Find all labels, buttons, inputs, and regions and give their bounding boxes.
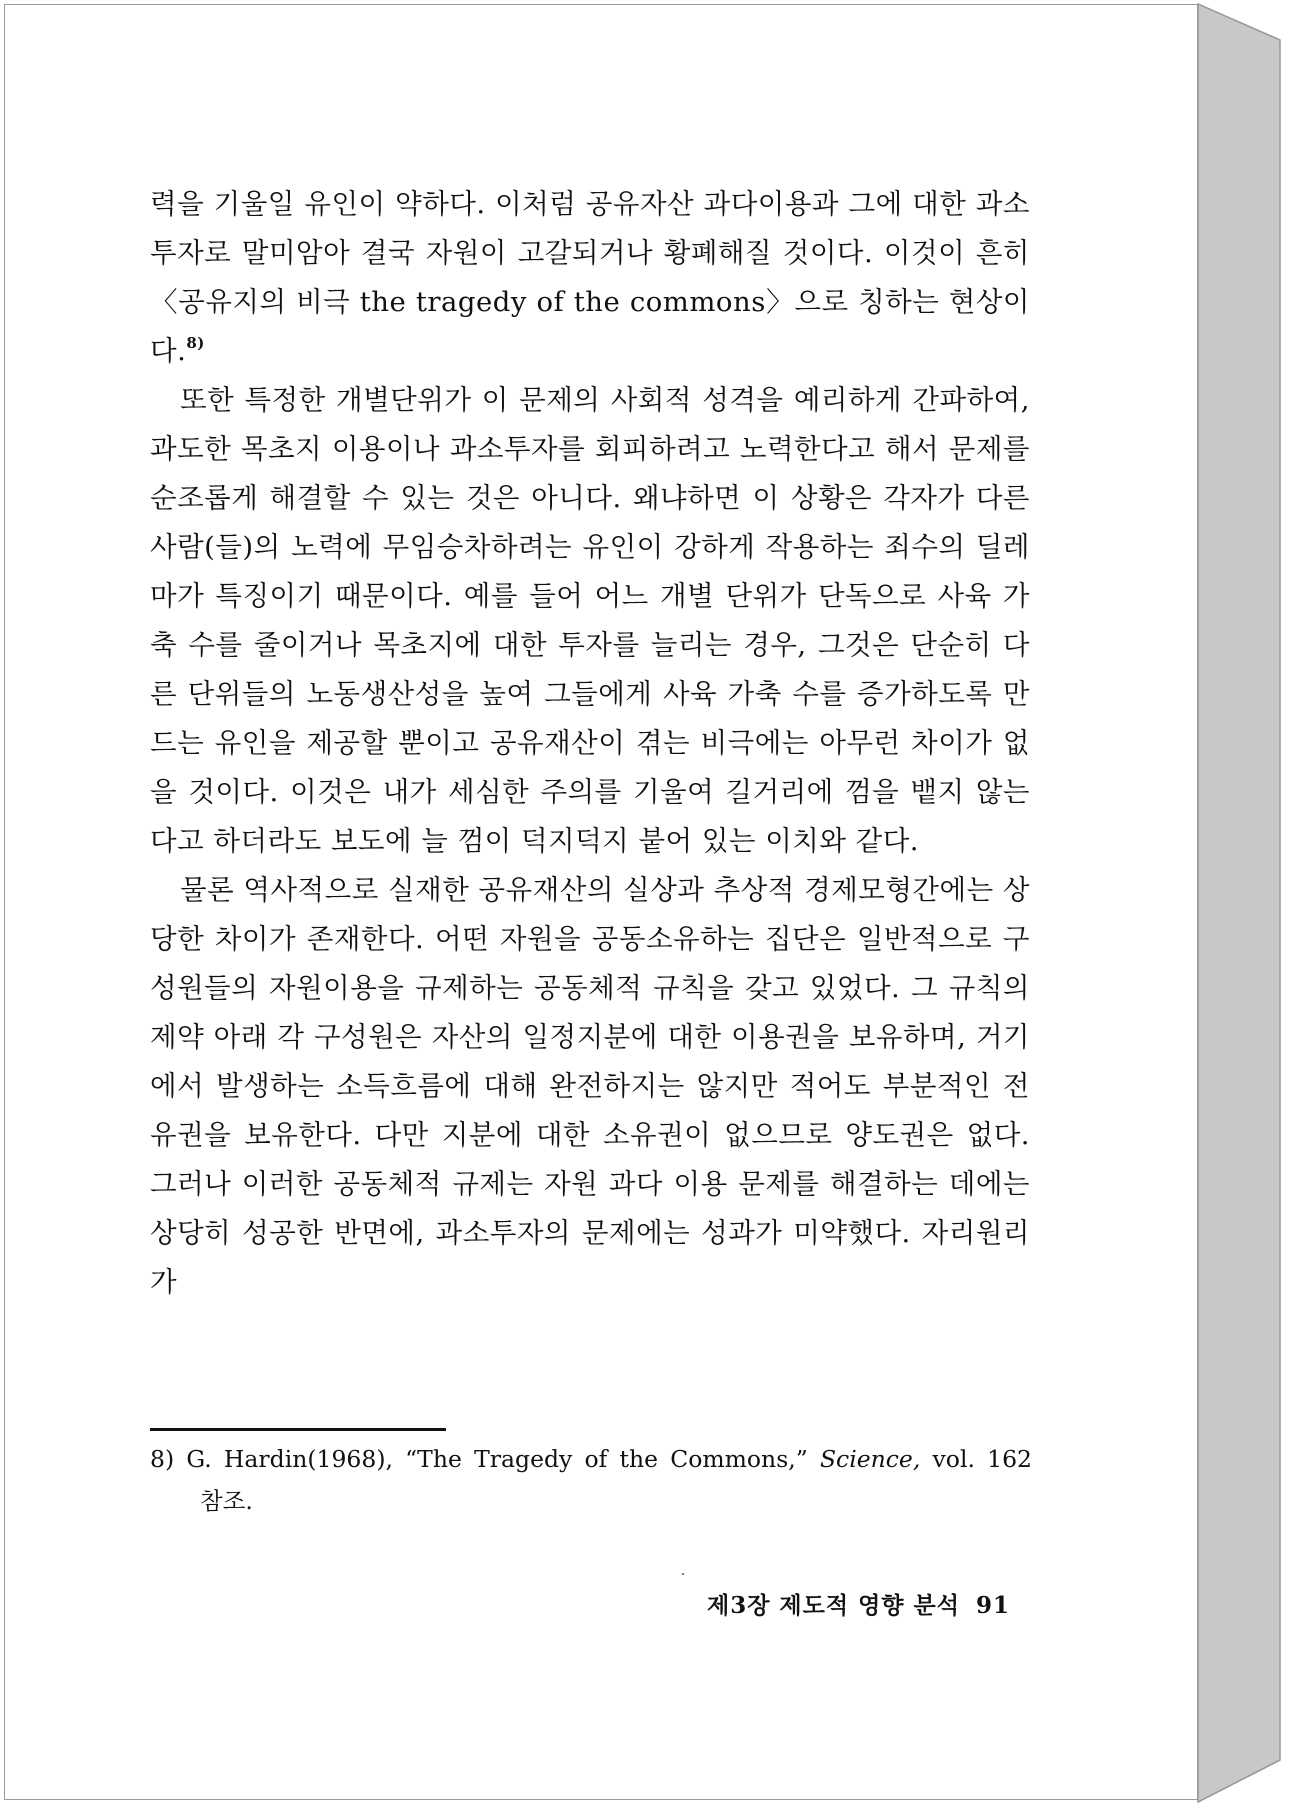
- paragraph-3: 물론 역사적으로 실재한 공유재산의 실상과 추상적 경제모형간에는 상당한 차이가 존재한다. 어떤 자원을 공동소유하는 집단은 일반적으로 구성원들의 자원이용을 규제하는 공동체적 규칙을 갖고 있었다. 그 규칙의 제약 아래 각 구성원은 자산의 일정지분에 대한 이용권을 보유하며, 거기에서 발생하는 소득흐름에 대해 완전하지는 않지만 적어도 부분적인 전유권을 보유한다. 다만 지분에 대한 소유권이 없으므로 양도권은 없다. 그러나 이러한 공동체적 규제는 자원 과다 이용 문제를 해결하는 데에는 상당히 성공한 반면에, 과소투자의 문제에는 성과가 미약했다. 자리원리가: [150, 874, 1030, 1298]
- footnote-volume: vol. 162: [932, 1445, 1032, 1473]
- running-footer: [640, 1587, 1010, 1620]
- paragraph-1-text: 력을 기울일 유인이 약하다. 이처럼 공유자산 과다이용과 그에 대한 과소투자로 말미암아 결국 자원이 고갈되거나 황폐해질 것이다. 이것이 흔히 〈공유지의 비극 the tragedy of the commons〉으로 칭하는 현상이다.: [150, 188, 1030, 367]
- book-top-edge: [1198, 4, 1280, 40]
- footnote-divider: [150, 1428, 446, 1431]
- paragraph-1: [150, 180, 1030, 376]
- body-text: [150, 180, 1030, 1307]
- paragraph-2: 또한 특정한 개별단위가 이 문제의 사회적 성격을 예리하게 간파하여, 과도한 목초지 이용이나 과소투자를 회피하려고 노력한다고 해서 문제를 순조롭게 해결할 수 있는 것은 아니다. 왜냐하면 이 상황은 각자가 다른 사람(들)의 노력에 무임승차하려는 유인이 강하게 작용하는 죄수의 딜레마가 특징이기 때문이다. 예를 들어 어느 개별 단위가 단독으로 사육 가축 수를 줄이거나 목초지에 대한 투자를 늘리는 경우, 그것은 단순히 다른 단위들의 노동생산성을 높여 그들에게 사육 가축 수를 증가하도록 만드는 유인을 제공할 뿐이고 공유재산이 겪는 비극에는 아무런 차이가 없을 것이다. 이것은 내가 세심한 주의를 기울여 길거리에 껌을 뱉지 않는다고 하더라도 보도에 늘 껌이 덕지덕지 붙어 있는 이치와 같다.: [150, 384, 1030, 857]
- page-number: 91: [975, 1592, 1010, 1619]
- footnote-journal: Science,: [819, 1445, 921, 1473]
- footnote-citation: G. Hardin(1968), “The Tragedy of the Commons,”: [186, 1445, 808, 1473]
- footnote-8: [150, 1438, 1032, 1522]
- footnote-number: 8): [150, 1445, 175, 1473]
- footnote-reference-8[interactable]: 8): [186, 334, 205, 352]
- book-bottom-edge: [1198, 1760, 1280, 1802]
- book-side-face: [1198, 4, 1280, 1802]
- footnote-line-2: 참조.: [200, 1487, 253, 1515]
- footnote-line-1: [150, 1438, 1032, 1480]
- scan-speck: [682, 1573, 684, 1575]
- chapter-title: 제3장 제도적 영향 분석: [706, 1592, 960, 1619]
